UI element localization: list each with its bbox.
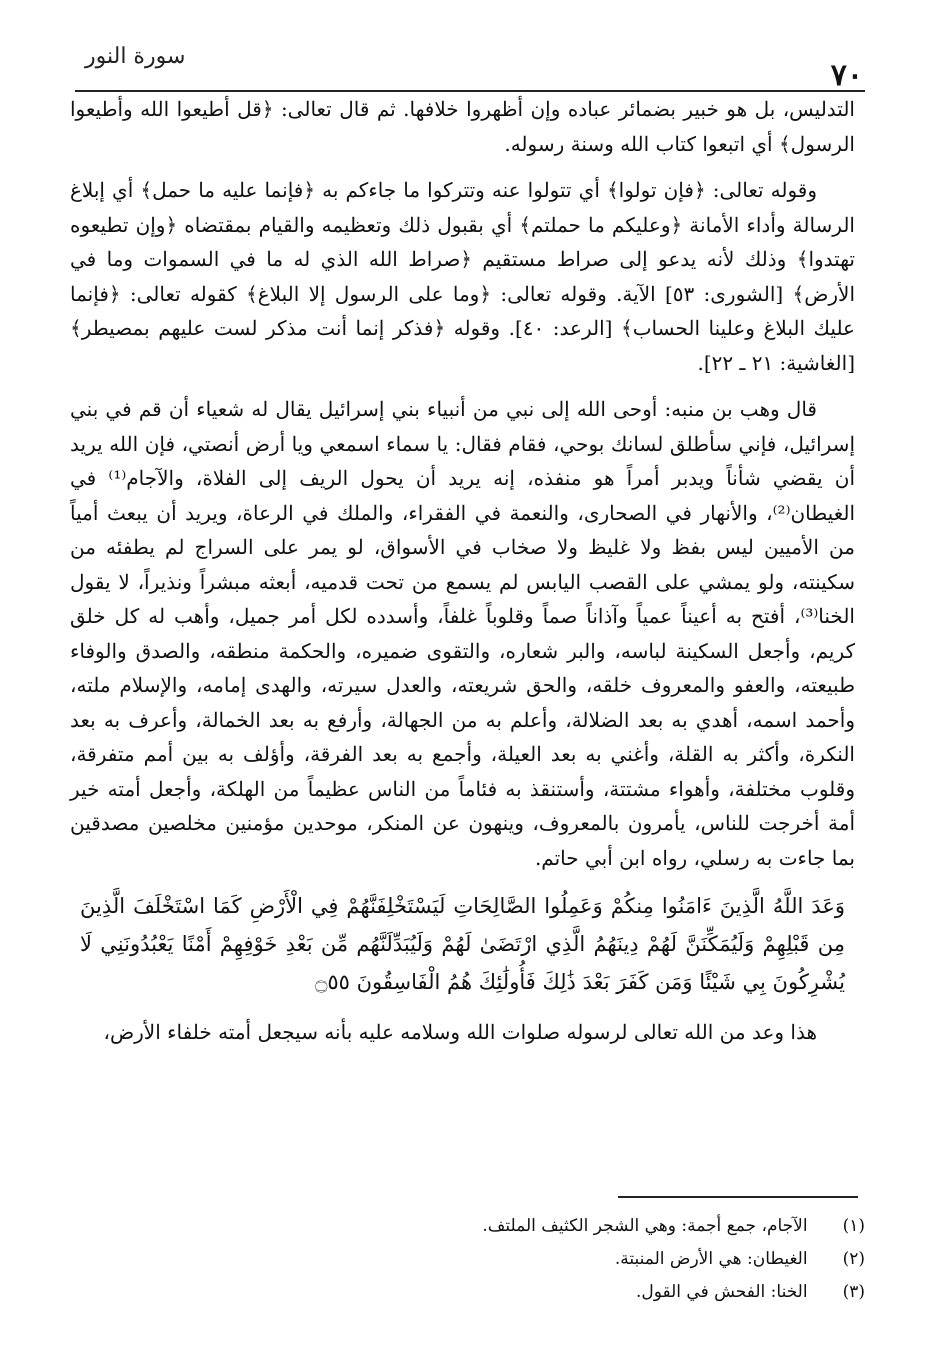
footnotes [70,1210,865,1309]
footnote-2 [70,1243,865,1276]
paragraph-gap [70,380,855,392]
footnote-text: الخنا: الفحش في القول. [635,1282,808,1302]
footnote-text: الغيطان: هي الأرض المنبتة. [614,1249,808,1269]
after-verse-paragraph: هذا وعد من الله تعالى لرسوله صلوات الله وسلامه عليه بأنه سيجعل أمته خلفاء الأرض، [103,1020,817,1044]
page-body [70,92,855,1050]
footnote-text: الآجام، جمع أجمة: وهي الشجر الكثيف الملتف. [482,1216,808,1236]
page-header [75,40,865,92]
footnote-number: (٣) [842,1282,865,1302]
surah-title: سورة النور [85,44,186,69]
paragraph-1: التدليس، بل هو خبير بضمائر عباده وإن أظهروا خلافها. ثم قال تعالى: ﴿قل أطيعوا الله وأطيعوا الرسول﴾ أي اتبعوا كتاب الله وسنة رسوله. [70,97,855,156]
footnote-number: (٢) [842,1249,865,1269]
page-number: ٧٠ [830,58,863,93]
footnote-number: (١) [842,1216,865,1236]
footnote-3 [70,1276,865,1309]
footnote-1 [70,1210,865,1243]
paragraph-gap [70,161,855,173]
paragraph-3: قال وهب بن منبه: أوحى الله إلى نبي من أنبياء بني إسرائيل يقال له شعياء أن قم في بني إسرائيل، فإني سأطلق لسانك بوحي، فقام فقال: يا سماء اسمعي ويا أرض أنصتي، فإن الله يريد أن يقضي شأناً ويدبر أمراً هو منفذه، إنه يريد أن يحول الريف إلى الفلاة، والآجام⁽¹⁾ في الغيطان⁽²⁾، والأنهار في الصحارى، والنعمة في الفقراء، والملك في الرعاة، ويريد أن يبعث أمياً من الأميين ليس بفظ ولا غليظ ولا صخاب في الأسواق، لو يمر على السراج لم يطفئه من سكينته، ولو يمشي على القصب اليابس لم يسمع من تحت قدميه، أبعثه مبشراً ونذيراً، لا يقول الخنا⁽³⁾، أفتح به أعيناً عمياً وآذاناً صماً وقلوباً غلفاً، وأسدده لكل أمر جميل، وأهب له كل خلق كريم، وأجعل السكينة لباسه، والبر شعاره، والتقوى ضميره، والحكمة منطقه، والصدق والوفاء طبيعته، والعفو والمعروف خلقه، والحق شريعته، والعدل سيرته، والهدى إمامه، والإسلام ملته، وأحمد اسمه، أهدي به بعد الضلالة، وأعلم به من الجهالة، وأرفع به بعد الخمالة، وأعرف به بعد النكرة، وأكثر به القلة، وأغني به بعد العيلة، وأجمع به بعد الفرقة، وأؤلف به بين أمم متفرقة، وقلوب مختلفة، وأهواء مشتتة، وأستنقذ به فئاماً من الناس عظيماً من الهلكة، وأجعل أمته خير أمة أخرجت للناس، يأمرون بالمعروف، وينهون عن المنكر، موحدين مؤمنين مخلصين مصدقين بما جاءت به رسلي، رواه ابن أبي حاتم. [70,397,856,870]
footnote-divider [618,1196,858,1198]
paragraph-2: وقوله تعالى: ﴿فإن تولوا﴾ أي تتولوا عنه وتتركوا ما جاءكم به ﴿فإنما عليه ما حمل﴾ أي إبلاغ الرسالة وأداء الأمانة ﴿وعليكم ما حملتم﴾ أي بقبول ذلك وتعظيمه والقيام بمقتضاه ﴿وإن تطيعوه تهتدوا﴾ وذلك لأنه يدعو إلى صراط مستقيم ﴿صراط الله الذي له ما في السموات وما في الأرض﴾ [الشورى: ٥٣] الآية. وقوله تعالى: ﴿وما على الرسول إلا البلاغ﴾ كقوله تعالى: ﴿فإنما عليك البلاغ وعلينا الحساب﴾ [الرعد: ٤٠]. وقوله ﴿فذكر إنما أنت مذكر لست عليهم بمصيطر﴾ [الغاشية: ٢١ ـ ٢٢]. [70,178,855,375]
quran-verse: وَعَدَ اللَّهُ الَّذِينَ ءَامَنُوا مِنكُمْ وَعَمِلُوا الصَّالِحَاتِ لَيَسْتَخْلِفَنَّهُمْ فِي الْأَرْضِ كَمَا اسْتَخْلَفَ الَّذِينَ مِن قَبْلِهِمْ وَلَيُمَكِّنَنَّ لَهُمْ دِينَهُمُ الَّذِي ارْتَضَىٰ لَهُمْ وَلَيُبَدِّلَنَّهُم مِّن بَعْدِ خَوْفِهِمْ أَمْنًا يَعْبُدُونَنِي لَا يُشْرِكُونَ بِي شَيْئًا وَمَن كَفَرَ بَعْدَ ذَٰلِكَ فَأُولَٰئِكَ هُمُ الْفَاسِقُونَ ۝٥٥ [80,894,845,994]
